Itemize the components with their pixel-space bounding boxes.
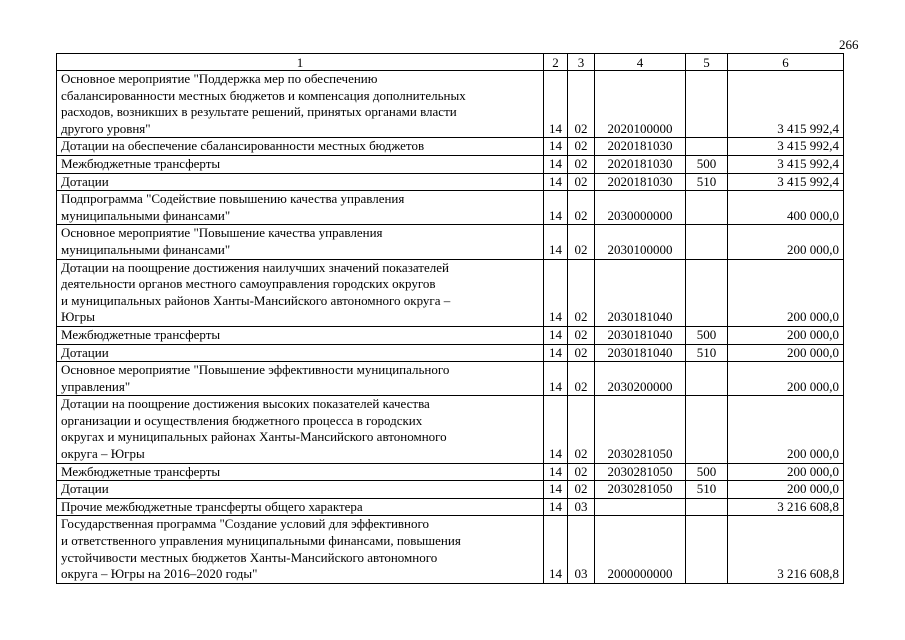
row-name-cell: [57, 344, 544, 362]
expense-type-cell: [686, 362, 728, 396]
table-row: [57, 481, 844, 499]
row-name-line: Дотации на поощрение достижения высоких показателей качества: [61, 396, 430, 412]
subsection-code-cell: 02: [568, 191, 595, 225]
row-name-cell: [57, 516, 544, 583]
target-article-cell: 2000000000: [595, 516, 686, 583]
section-code-cell: 14: [544, 259, 568, 326]
subsection-code-cell: 02: [568, 463, 595, 481]
page-number: 266: [839, 37, 859, 52]
target-article-cell: 2020181030: [595, 155, 686, 173]
header-row: [57, 54, 844, 71]
target-article-cell: 2030181040: [595, 344, 686, 362]
row-name-cell: [57, 155, 544, 173]
target-article-cell: 2020100000: [595, 71, 686, 138]
expense-type-cell: 510: [686, 173, 728, 191]
header-cell-2: 2: [544, 54, 568, 71]
table-row: [57, 225, 844, 259]
row-name-cell: [57, 481, 544, 499]
row-name-cell: [57, 396, 544, 463]
expense-type-cell: 510: [686, 344, 728, 362]
target-article-cell: 2020181030: [595, 138, 686, 156]
target-article-cell: 2030281050: [595, 396, 686, 463]
row-name-cell: [57, 463, 544, 481]
row-name-line: Подпрограмма "Содействие повышению качества управления: [61, 191, 405, 207]
row-name-line: Югры: [61, 309, 95, 325]
table-row: [57, 463, 844, 481]
row-name-line: устойчивости местных бюджетов Ханты-Мансийского автономного: [61, 549, 438, 565]
table-row: [57, 138, 844, 156]
section-code-cell: 14: [544, 463, 568, 481]
table-row: [57, 155, 844, 173]
subsection-code-cell: 02: [568, 155, 595, 173]
subsection-code-cell: 02: [568, 481, 595, 499]
amount-cell: 200 000,0: [728, 362, 844, 396]
target-article-cell: 2030181040: [595, 259, 686, 326]
amount-cell: 3 415 992,4: [728, 71, 844, 138]
target-article-cell: [595, 498, 686, 516]
row-name-line: муниципальными финансами": [61, 241, 231, 257]
row-name-cell: [57, 498, 544, 516]
section-code-cell: 14: [544, 326, 568, 344]
expense-type-cell: [686, 498, 728, 516]
subsection-code-cell: 02: [568, 173, 595, 191]
subsection-code-cell: 02: [568, 71, 595, 138]
row-name-cell: [57, 362, 544, 396]
row-name-cell: [57, 71, 544, 138]
row-name-line: Межбюджетные трансферты: [61, 155, 221, 171]
amount-cell: 200 000,0: [728, 481, 844, 499]
expense-type-cell: [686, 259, 728, 326]
row-name-line: Прочие межбюджетные трансферты общего характера: [61, 498, 363, 514]
amount-cell: 200 000,0: [728, 259, 844, 326]
table-row: [57, 326, 844, 344]
header-cell-5: 5: [686, 54, 728, 71]
amount-cell: 200 000,0: [728, 463, 844, 481]
expense-type-cell: 500: [686, 326, 728, 344]
expense-type-cell: [686, 396, 728, 463]
section-code-cell: 14: [544, 225, 568, 259]
expense-type-cell: 500: [686, 155, 728, 173]
section-code-cell: 14: [544, 191, 568, 225]
subsection-code-cell: 02: [568, 225, 595, 259]
subsection-code-cell: 02: [568, 362, 595, 396]
amount-cell: 3 415 992,4: [728, 155, 844, 173]
amount-cell: 200 000,0: [728, 344, 844, 362]
row-name-line: Государственная программа "Создание условий для эффективного: [61, 516, 430, 532]
table-body: [57, 71, 844, 584]
row-name-line: Дотации: [61, 173, 109, 189]
amount-cell: 3 216 608,8: [728, 498, 844, 516]
section-code-cell: 14: [544, 344, 568, 362]
target-article-cell: 2030181040: [595, 326, 686, 344]
row-name-line: Дотации: [61, 481, 109, 497]
section-code-cell: 14: [544, 71, 568, 138]
subsection-code-cell: 03: [568, 516, 595, 583]
amount-cell: 3 415 992,4: [728, 173, 844, 191]
table-row: [57, 71, 844, 138]
row-name-cell: [57, 138, 544, 156]
table-row: [57, 344, 844, 362]
header-cell-3: 3: [568, 54, 595, 71]
row-name-line: округах и муниципальных районах Ханты-Мансийского автономного: [61, 429, 447, 445]
row-name-line: Межбюджетные трансферты: [61, 326, 221, 342]
amount-cell: 200 000,0: [728, 326, 844, 344]
table-row: [57, 396, 844, 463]
row-name-cell: [57, 173, 544, 191]
table-row: [57, 498, 844, 516]
target-article-cell: 2030100000: [595, 225, 686, 259]
target-article-cell: 2030000000: [595, 191, 686, 225]
target-article-cell: 2030281050: [595, 463, 686, 481]
budget-table: [56, 53, 844, 584]
row-name-line: сбалансированности местных бюджетов и компенсация дополнительных: [61, 87, 466, 103]
row-name-line: Дотации на поощрение достижения наилучших значений показателей: [61, 259, 449, 275]
header-cell-4: 4: [595, 54, 686, 71]
table-row: [57, 362, 844, 396]
table-row: [57, 191, 844, 225]
table-header: [57, 54, 844, 71]
row-name-line: Дотации на обеспечение сбалансированности местных бюджетов: [61, 138, 425, 154]
section-code-cell: 14: [544, 173, 568, 191]
header-cell-6: 6: [728, 54, 844, 71]
expense-type-cell: [686, 516, 728, 583]
row-name-cell: [57, 259, 544, 326]
section-code-cell: 14: [544, 155, 568, 173]
expense-type-cell: 500: [686, 463, 728, 481]
row-name-line: управления": [61, 378, 131, 394]
expense-type-cell: [686, 71, 728, 138]
table-row: [57, 259, 844, 326]
row-name-line: Основное мероприятие "Повышение качества управления: [61, 225, 383, 241]
header-cell-1: 1: [57, 54, 544, 71]
subsection-code-cell: 02: [568, 259, 595, 326]
target-article-cell: 2020181030: [595, 173, 686, 191]
table-row: [57, 173, 844, 191]
row-name-line: другого уровня": [61, 120, 151, 136]
row-name-line: Межбюджетные трансферты: [61, 463, 221, 479]
row-name-line: деятельности органов местного самоуправления городских округов: [61, 276, 436, 292]
row-name-cell: [57, 326, 544, 344]
amount-cell: 200 000,0: [728, 225, 844, 259]
row-name-line: Основное мероприятие "Поддержка мер по обеспечению: [61, 71, 378, 86]
subsection-code-cell: 02: [568, 396, 595, 463]
table-row: [57, 516, 844, 583]
row-name-line: Дотации: [61, 344, 109, 360]
row-name-line: расходов, возникших в результате решений, принятых органами власти: [61, 104, 457, 120]
subsection-code-cell: 03: [568, 498, 595, 516]
row-name-line: организации и осуществления бюджетного процесса в городских: [61, 412, 423, 428]
section-code-cell: 14: [544, 516, 568, 583]
target-article-cell: 2030281050: [595, 481, 686, 499]
row-name-cell: [57, 225, 544, 259]
row-name-line: и ответственного управления муниципальными финансами, повышения: [61, 533, 461, 549]
row-name-line: и муниципальных районов Ханты-Мансийского автономного округа –: [61, 292, 451, 308]
section-code-cell: 14: [544, 498, 568, 516]
amount-cell: 3 415 992,4: [728, 138, 844, 156]
expense-type-cell: [686, 138, 728, 156]
row-name-line: округа – Югры: [61, 446, 145, 462]
section-code-cell: 14: [544, 362, 568, 396]
target-article-cell: 2030200000: [595, 362, 686, 396]
expense-type-cell: 510: [686, 481, 728, 499]
amount-cell: 200 000,0: [728, 396, 844, 463]
row-name-cell: [57, 191, 544, 225]
subsection-code-cell: 02: [568, 344, 595, 362]
section-code-cell: 14: [544, 138, 568, 156]
section-code-cell: 14: [544, 481, 568, 499]
amount-cell: 3 216 608,8: [728, 516, 844, 583]
row-name-line: округа – Югры на 2016–2020 годы": [61, 566, 258, 582]
expense-type-cell: [686, 225, 728, 259]
expense-type-cell: [686, 191, 728, 225]
row-name-line: муниципальными финансами": [61, 207, 231, 223]
section-code-cell: 14: [544, 396, 568, 463]
subsection-code-cell: 02: [568, 138, 595, 156]
row-name-line: Основное мероприятие "Повышение эффективности муниципального: [61, 362, 450, 378]
amount-cell: 400 000,0: [728, 191, 844, 225]
subsection-code-cell: 02: [568, 326, 595, 344]
